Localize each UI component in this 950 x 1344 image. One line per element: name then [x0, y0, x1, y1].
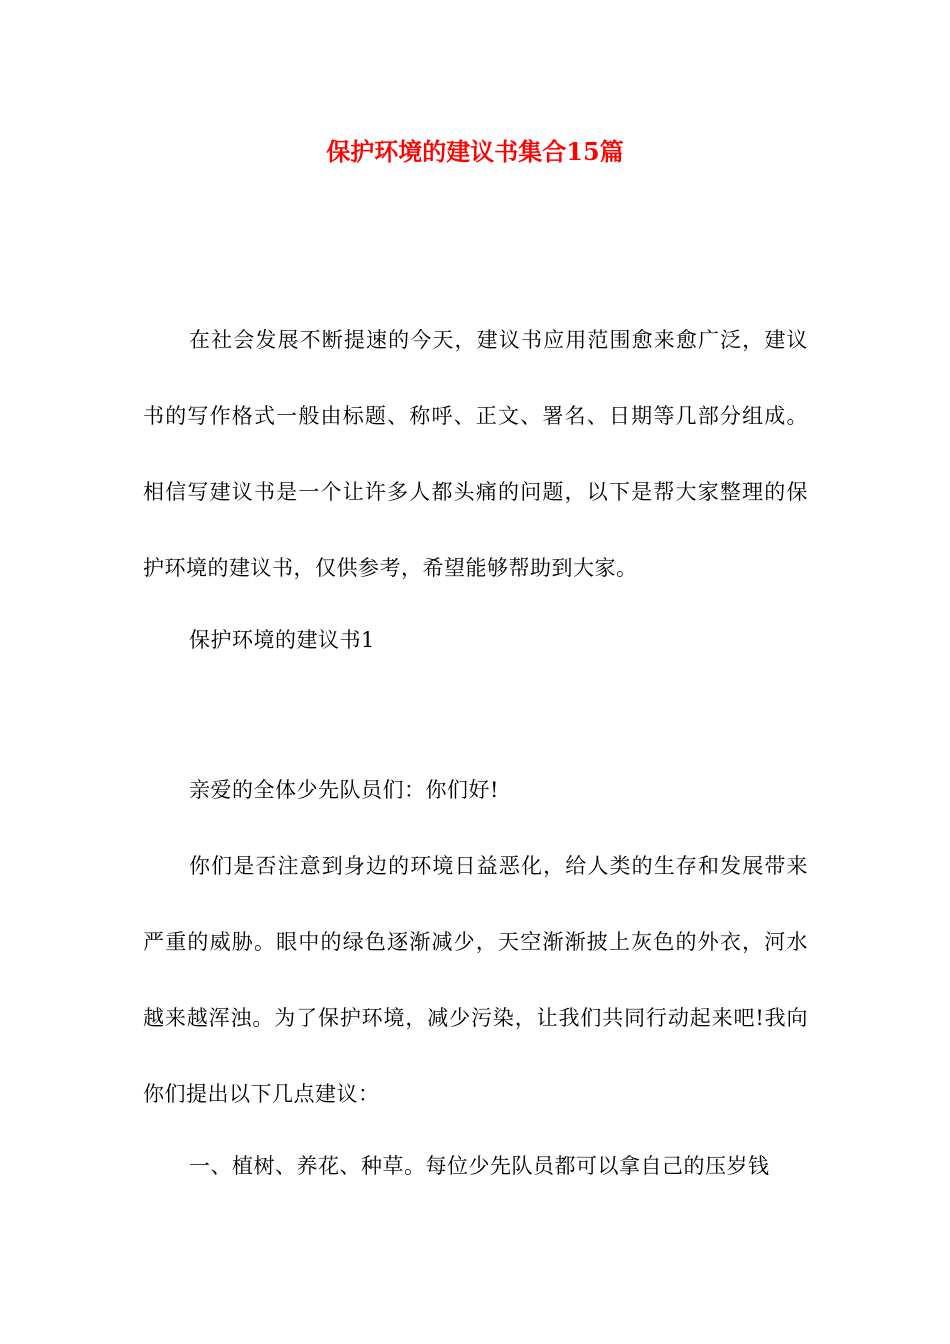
- intro-paragraph: 在社会发展不断提速的今天，建议书应用范围愈来愈广泛，建议书的写作格式一般由标题、称呼、正文、署名、日期等几部分组成。相信写建议书是一个让许多人都头痛的问题，以下是帮大家整理的保护环境的建议书，仅供参考，希望能够帮助到大家。: [143, 328, 808, 580]
- body-paragraph: 你们是否注意到身边的环境日益恶化，给人类的生存和发展带来严重的威胁。眼中的绿色逐渐减少，天空渐渐披上灰色的外衣，河水越来越浑浊。为了保护环境，减少污染，让我们共同行动起来吧!我向你们提出以下几点建议：: [143, 854, 808, 1106]
- salutation-paragraph: 亲爱的全体少先队员们：你们好!: [189, 778, 499, 802]
- suggestion-paragraph: 一、植树、养花、种草。每位少先队员都可以拿自己的压岁钱: [189, 1154, 770, 1178]
- document-title: 保护环境的建议书集合15篇: [326, 137, 624, 166]
- section-heading: 保护环境的建议书1: [189, 628, 375, 652]
